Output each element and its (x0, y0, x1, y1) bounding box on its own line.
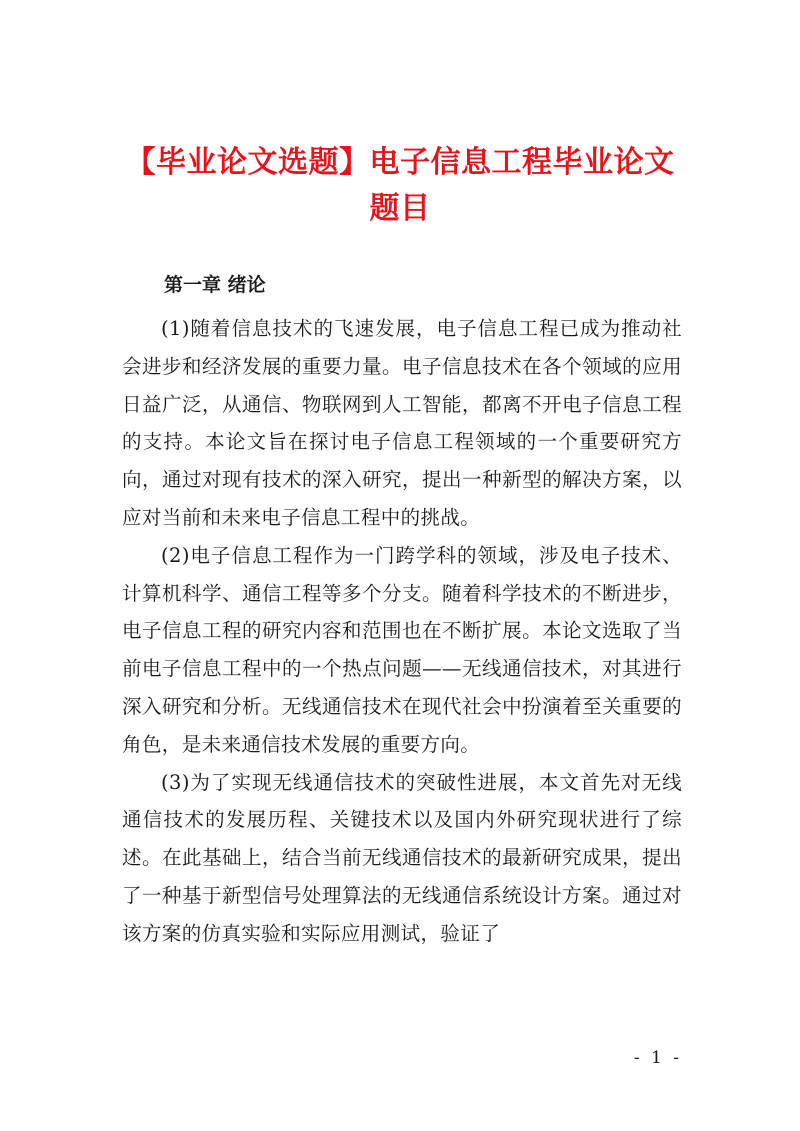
paragraph-2: (2)电子信息工程作为一门跨学科的领域，涉及电子技术、计算机科学、通信工程等多个分支。随着科学技术的不断进步，电子信息工程的研究内容和范围也在不断扩展。本论文选取了当前电子信息工程中的一个热点问题——无线通信技术，对其进行深入研究和分析。无线通信技术在现代社会中扮演着至关重要的角色，是未来通信技术发展的重要方向。 (122, 543, 682, 756)
body-text (122, 310, 682, 953)
paragraph-3: (3)为了实现无线通信技术的突破性进展，本文首先对无线通信技术的发展历程、关键技术以及国内外研究现状进行了综述。在此基础上，结合当前无线通信技术的最新研究成果，提出了一种基于新型信号处理算法的无线通信系统设计方案。通过对该方案的仿真实验和实际应用测试，验证了 (122, 770, 682, 945)
document-title: 【毕业论文选题】电子信息工程毕业论文题目 (125, 145, 675, 226)
paragraph-1: (1)随着信息技术的飞速发展，电子信息工程已成为推动社会进步和经济发展的重要力量。电子信息技术在各个领域的应用日益广泛，从通信、物联网到人工智能，都离不开电子信息工程的支持。本论文旨在探讨电子信息工程领域的一个重要研究方向，通过对现有技术的深入研究，提出一种新型的解决方案，以应对当前和未来电子信息工程中的挑战。 (122, 317, 682, 529)
page-number: - 1 - (633, 1048, 682, 1068)
chapter-heading: 第一章 绪论 (164, 274, 266, 296)
